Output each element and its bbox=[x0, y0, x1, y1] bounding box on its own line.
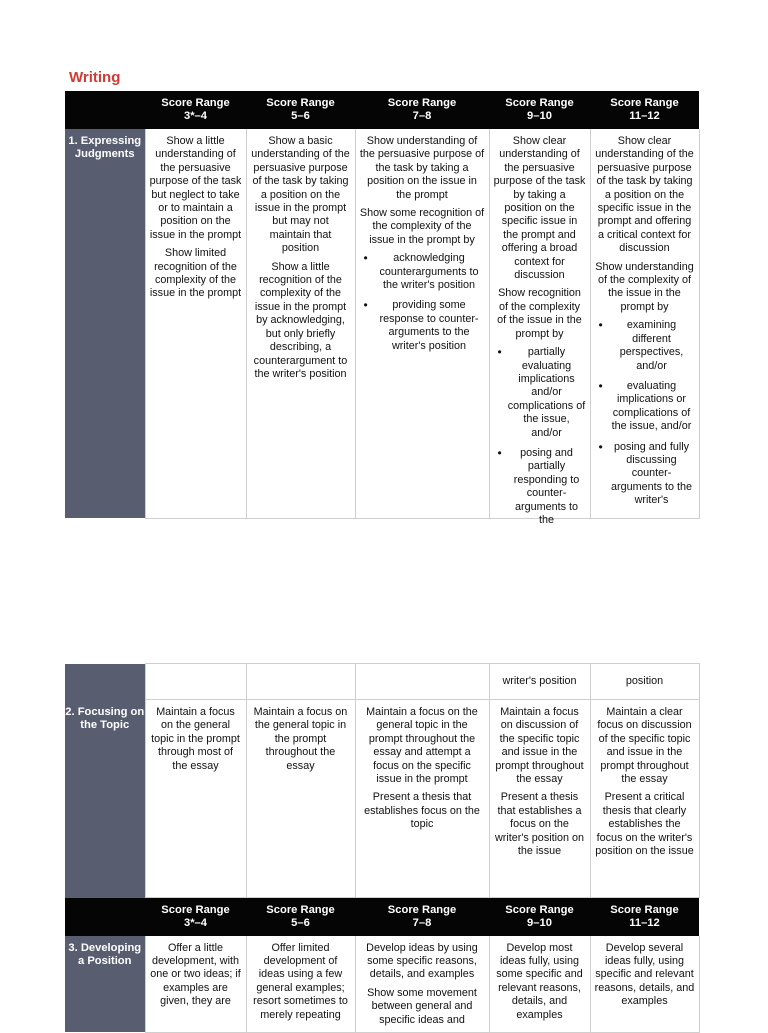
cell-develop-7-8: Develop ideas by using some specific reasons, details, and examples Show some movement between general and specific ideas and bbox=[355, 936, 489, 1033]
header-score-range-3: Score Range 7–8 bbox=[355, 91, 489, 129]
list-item: • partially evaluating implications and/or complications of the issue, and/or bbox=[508, 346, 586, 440]
rubric-table-page-1 bbox=[65, 91, 700, 526]
cell-continuation-11-12: position bbox=[590, 664, 699, 700]
row-focusing-on-topic bbox=[65, 700, 699, 898]
cell-judgments-7-8: Show understanding of the persuasive purpose of the task by taking a position on the issue in the prompt Show some recognition of the complexity of the issue in the prompt by • acknowledging counterarguments to the writer's position • providing some response to counter-arguments to the writer's position bbox=[355, 129, 489, 518]
header-blank-cell bbox=[65, 898, 145, 936]
row-expressing-judgments bbox=[65, 129, 699, 518]
row-label-expressing-judgments: 1. Expressing Judgments bbox=[65, 129, 145, 518]
header-blank-cell bbox=[65, 91, 145, 129]
header-score-range-1: Score Range 3*–4 bbox=[145, 91, 246, 129]
list-item: • posing and partially responding to counter-arguments to the bbox=[508, 447, 586, 527]
section-title: Writing bbox=[69, 69, 121, 86]
cell-continuation-7-8 bbox=[355, 664, 489, 700]
cell-focus-3-4: Maintain a focus on the general topic in the prompt through most of the essay bbox=[145, 700, 246, 898]
list-item: • evaluating implications or complications of the issue, and/or bbox=[609, 380, 695, 434]
header-score-range-5: Score Range 11–12 bbox=[590, 898, 699, 936]
row-label-focusing-on-topic: 2. Focusing on the Topic bbox=[65, 700, 145, 898]
header-score-range-4: Score Range 9–10 bbox=[489, 91, 590, 129]
cell-develop-11-12: Develop several ideas fully, using specific and relevant reasons, details, and examples bbox=[590, 936, 699, 1033]
cell-continuation-5-6 bbox=[246, 664, 355, 700]
cell-develop-9-10: Develop most ideas fully, using some specific and relevant reasons, details, and examples bbox=[489, 936, 590, 1033]
header-score-range-2: Score Range 5–6 bbox=[246, 91, 355, 129]
list-item: • posing and fully discussing counter-arguments to the writer's bbox=[609, 441, 695, 508]
cell-judgments-11-12: Show clear understanding of the persuasive purpose of the task by taking a position on the specific issue in the prompt and offering a critical context for discussion Show understanding of the complexity of the issue in the prompt by • examining different perspectives, and/or • evaluating implications or complications of the issue, and/or • posing and fully discussing counter-arguments to the writer's bbox=[590, 129, 699, 518]
cell-develop-3-4: Offer a little development, with one or two ideas; if examples are given, they are bbox=[145, 936, 246, 1033]
row-developing-position bbox=[65, 936, 699, 1033]
header-score-range-3: Score Range 7–8 bbox=[355, 898, 489, 936]
cell-continuation-3-4 bbox=[145, 664, 246, 700]
cell-focus-11-12: Maintain a clear focus on discussion of the specific topic and issue in the prompt throughout the essay Present a critical thesis that clearly establishes the focus on the writer's position on the issue bbox=[590, 700, 699, 898]
header-score-range-2: Score Range 5–6 bbox=[246, 898, 355, 936]
cell-develop-5-6: Offer limited development of ideas using a few general examples; resort sometimes to merely repeating bbox=[246, 936, 355, 1033]
row-label-developing-position: 3. Developing a Position bbox=[65, 936, 145, 1033]
bullet-list bbox=[595, 319, 695, 507]
cell-judgments-5-6: Show a basic understanding of the persuasive purpose of the task by taking a position on the issue in the prompt but may not maintain that position Show a little recognition of the complexity of the issue in the prompt by acknowledging, but only briefly describing, a counterargument to the writer's position bbox=[246, 129, 355, 518]
header-score-range-4: Score Range 9–10 bbox=[489, 898, 590, 936]
cell-continuation-9-10: writer's position bbox=[489, 664, 590, 700]
list-item: • examining different perspectives, and/or bbox=[609, 319, 695, 373]
cell-focus-7-8: Maintain a focus on the general topic in the prompt throughout the essay and attempt a focus on the specific issue in the prompt Present a thesis that establishes focus on the topic bbox=[355, 700, 489, 898]
bullet-list bbox=[360, 252, 485, 353]
header-score-range-5: Score Range 11–12 bbox=[590, 91, 699, 129]
header-score-range-1: Score Range 3*–4 bbox=[145, 898, 246, 936]
rubric-table-page-2 bbox=[65, 663, 700, 1033]
header-row bbox=[65, 91, 699, 129]
list-item: • acknowledging counterarguments to the writer's position bbox=[374, 252, 485, 292]
cell-judgments-3-4: Show a little understanding of the persuasive purpose of the task but neglect to take or to maintain a position on the issue in the prompt Show limited recognition of the complexity of the issue in the prompt bbox=[145, 129, 246, 518]
cell-focus-5-6: Maintain a focus on the general topic in the prompt throughout the essay bbox=[246, 700, 355, 898]
cell-focus-9-10: Maintain a focus on discussion of the specific topic and issue in the prompt throughout the essay Present a thesis that establishes a focus on the writer's position on the issue bbox=[489, 700, 590, 898]
row-continuation bbox=[65, 664, 699, 700]
list-item: • providing some response to counter-arguments to the writer's position bbox=[374, 299, 485, 353]
header-row bbox=[65, 898, 699, 936]
cell-judgments-9-10: Show clear understanding of the persuasive purpose of the task by taking a position on the specific issue in the prompt and offering a broad context for discussion Show recognition of the complexity of the issue in the prompt by • partially evaluating implications and/or complications of the issue, and/or • posing and partially responding to counter-arguments to the bbox=[489, 129, 590, 518]
bullet-list bbox=[494, 346, 586, 527]
row-label-continuation bbox=[65, 664, 145, 700]
